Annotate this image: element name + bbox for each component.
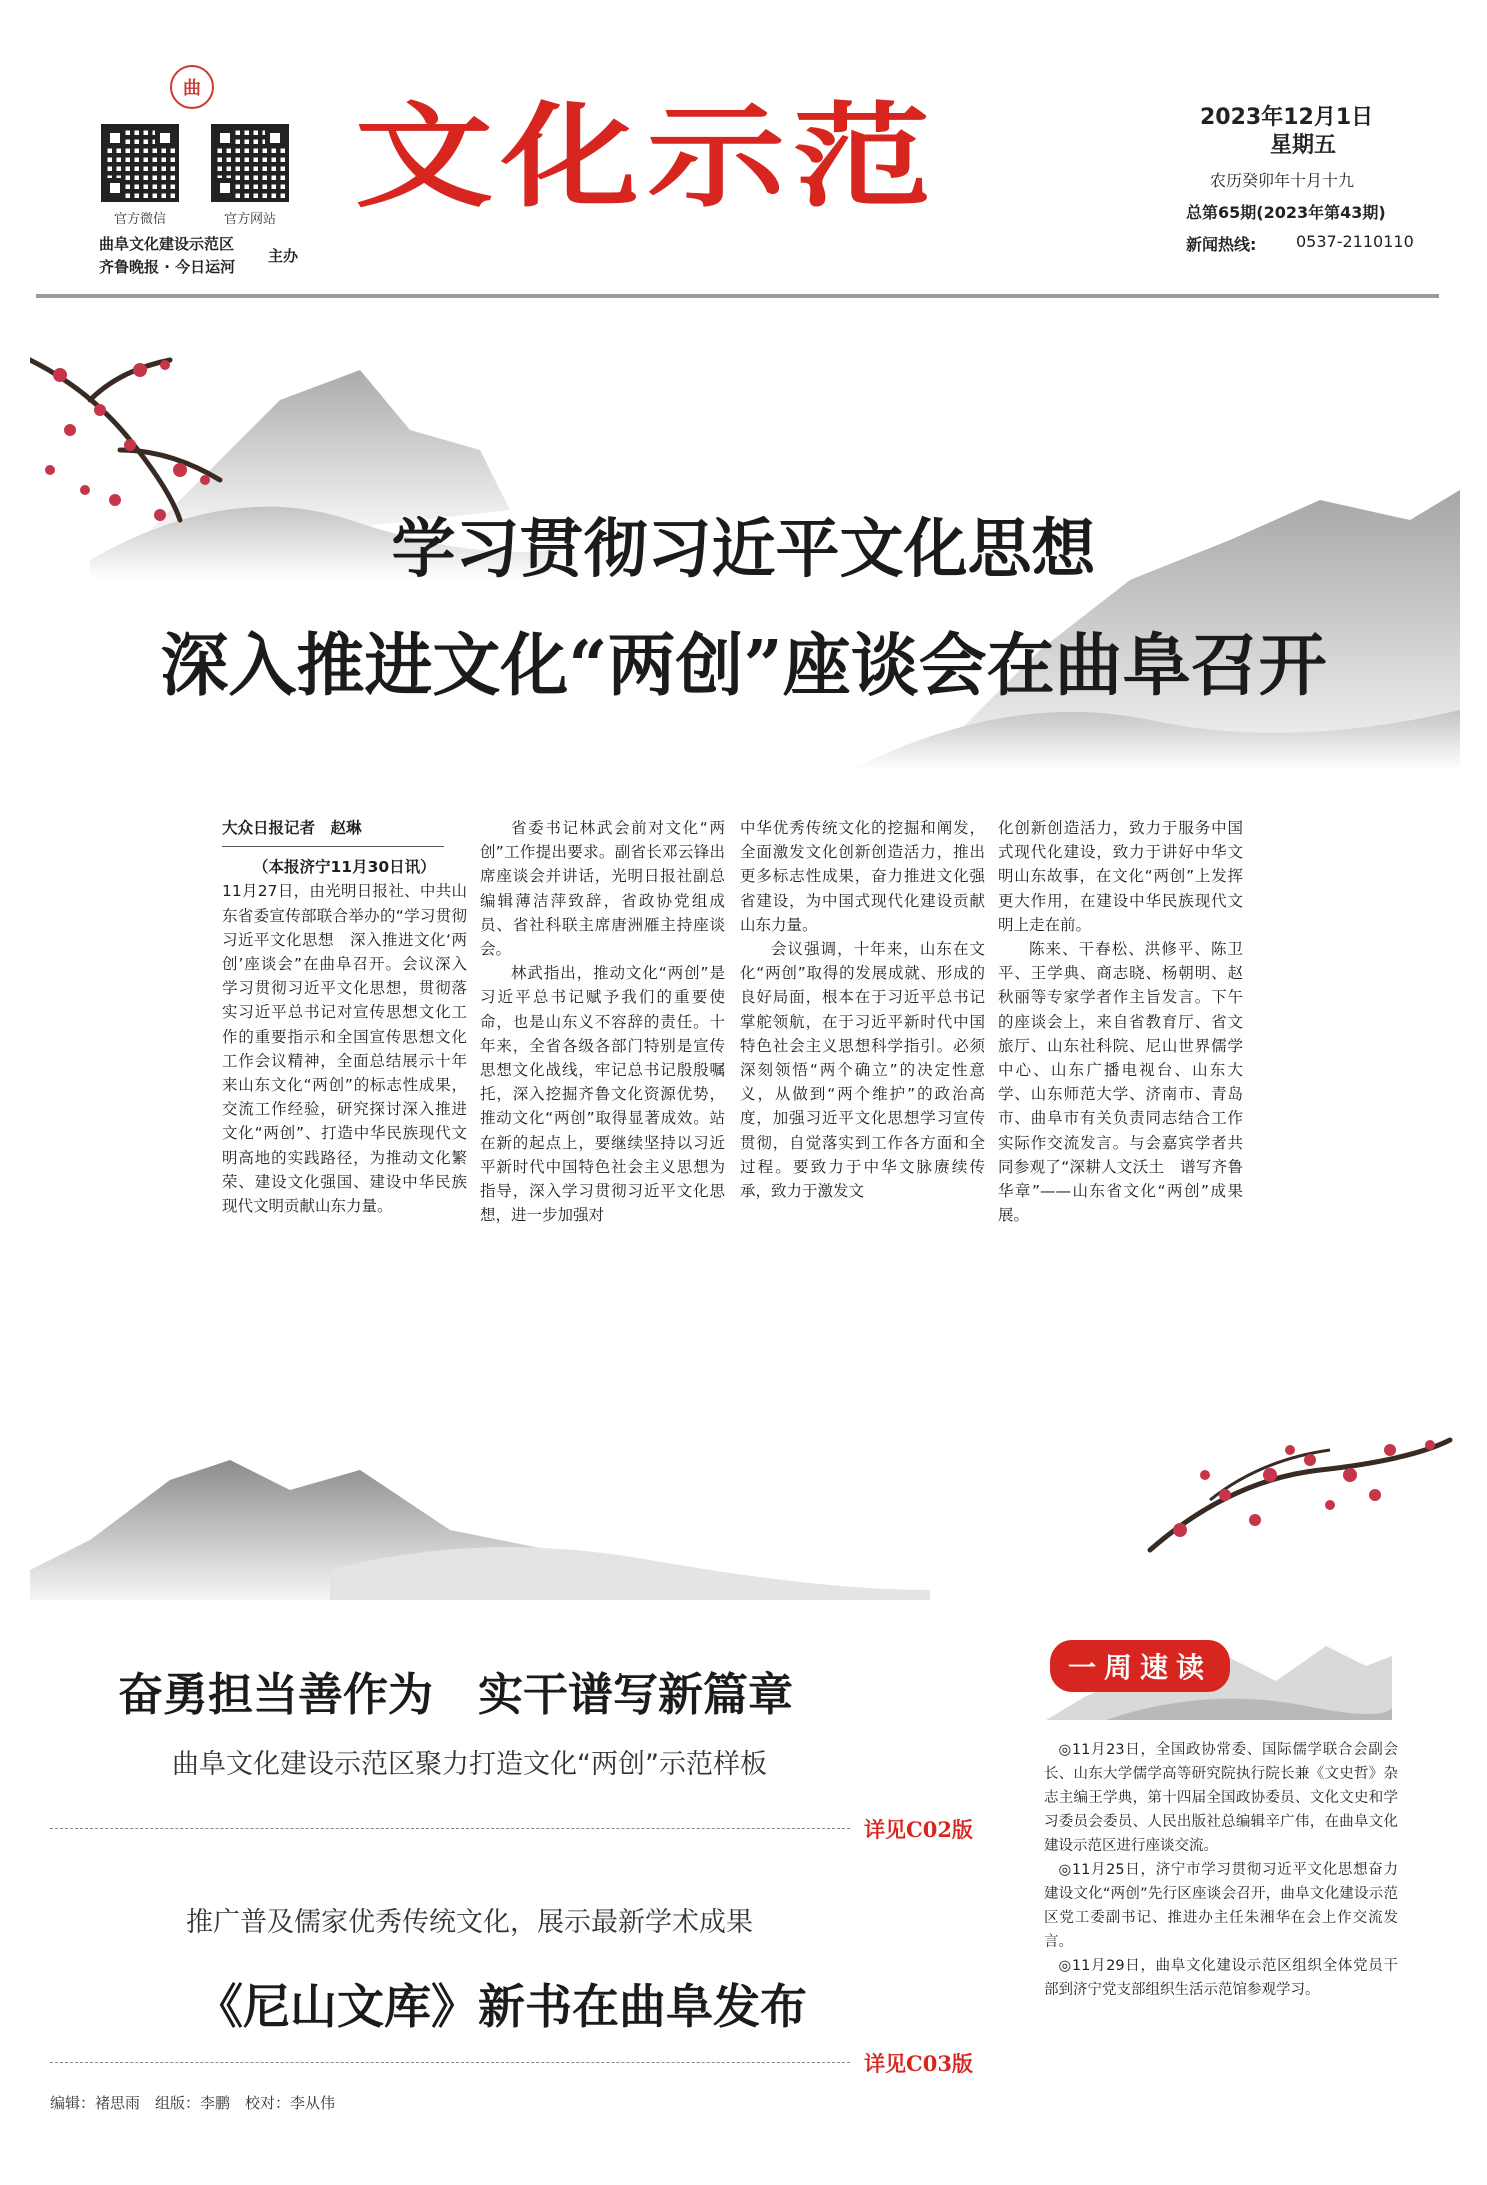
masthead-divider [36, 294, 1439, 298]
story3-see-link[interactable]: 详见C03版 [864, 2051, 973, 2076]
qr-site-caption: 官方网站 [223, 212, 276, 227]
lead-col4-paragraph-2: 陈来、干春松、洪修平、陈卫平、王学典、商志晓、杨朝明、赵秋丽等专家学者作主旨发言。下午的座谈会上，来自省教育厅、省文旅厅、山东社科院、尼山世界儒学中心、山东广播电视台、山东大学、山东师范大学、济南市、青岛市、曲阜市有关负责同志结合工作实际作交流发言。与会嘉宾学者共同参观了“深耕人文沃土 谱写齐鲁华章”——山东省文化“两创”成果展。 [998, 940, 1243, 1225]
issue-number: 总第65期(2023年第43期) [1186, 203, 1386, 222]
sponsor-role: 主办 [268, 247, 299, 265]
lead-column-3 [740, 816, 985, 1203]
lead-col2-paragraph-1: 省委书记林武会前对文化“两创”工作提出要求。副省长邓云锋出席座谈会并讲话，光明日报社副总编辑薄洁萍致辞，省政协党组成员、省社科联主席唐洲雁主持座谈会。 [480, 819, 725, 959]
seal-glyph: 曲 [183, 78, 201, 99]
week-brief-item: ◎11月25日，济宁市学习贯彻习近平文化思想奋力建设文化“两创”先行区座谈会召开，曲阜文化建设示范区党工委副书记、推进办主任朱湘华在会上作交流发言。 [1044, 1862, 1398, 1950]
issue-date: 2023年12月1日 [1200, 105, 1374, 130]
week-brief-item: ◎11月29日，曲阜文化建设示范区组织全体党员干部到济宁党支部组织生活示范馆参观学习。 [1044, 1958, 1398, 1998]
story2-rule [50, 1828, 850, 1829]
sponsor-line-1: 曲阜文化建设示范区 [99, 235, 235, 253]
qr-site-icon[interactable] [211, 124, 289, 202]
hotline-label: 新闻热线: [1186, 235, 1257, 254]
lead-col3-paragraph-1: 中华优秀传统文化的挖掘和阐发，全面激发文化创新创造活力，推出更多标志性成果，奋力推进文化强省建设，为中国式现代化建设贡献山东力量。 [740, 819, 985, 934]
sponsor-line-2: 齐鲁晚报 · 今日运河 [99, 258, 236, 276]
byline-rule [222, 846, 444, 847]
lead-headline-line2: 深入推进文化“两创”座谈会在曲阜召开 [160, 626, 1327, 706]
lead-column-4 [998, 816, 1243, 1227]
lead-column-2 [480, 816, 725, 1227]
qr-weixin-icon[interactable] [101, 124, 179, 202]
story3-deck: 推广普及儒家优秀传统文化，展示最新学术成果 [186, 1907, 753, 1938]
lead-col4-paragraph-1: 化创新创造活力，致力于服务中国式现代化建设，致力于讲好中华文明山东故事，在文化“两创”上发挥更大作用，在建设中华民族现代文明上走在前。 [998, 819, 1243, 934]
ink-landscape-bottom-illustration [30, 1420, 1460, 1600]
masthead-title: 文化示范 [355, 89, 940, 223]
issue-weekday: 星期五 [1270, 133, 1337, 158]
story2-see-link[interactable]: 详见C02版 [864, 1817, 973, 1842]
lead-col3-paragraph-2: 会议强调，十年来，山东在文化“两创”取得的发展成就、形成的良好局面，根本在于习近平总书记掌舵领航，在于习近平新时代中国特色社会主义思想科学指引。必须深刻领悟“两个确立”的决定性意义，从做到“两个维护”的政治高度，加强习近平文化思想学习宣传贯彻，自觉落实到工作各方面和全过程。要致力于中华文脉赓续传承，致力于激发文 [740, 940, 985, 1201]
story2-deck: 曲阜文化建设示范区聚力打造文化“两创”示范样板 [172, 1749, 767, 1780]
hotline-number: 0537-2110110 [1296, 232, 1414, 251]
lunar-date: 农历癸卯年十月十九 [1210, 171, 1355, 190]
lead-col2-paragraph-2: 林武指出，推动文化“两创”是习近平总书记赋予我们的重要使命，也是山东义不容辞的责任。十年来，全省各级各部门特别是宣传思想文化战线，牢记总书记殷殷嘱托，深入挖掘齐鲁文化资源优势，推动文化“两创”取得显著成效。站在新的起点上，要继续坚持以习近平新时代中国特色社会主义思想为指导，深入学习贯彻习近平文化思想，进一步加强对 [480, 964, 725, 1225]
week-brief-item: ◎11月23日，全国政协常委、国际儒学联合会副会长、山东大学儒学高等研究院执行院长兼《文史哲》杂志主编王学典，第十四届全国政协委员、文化文史和学习委员会委员、人民出版社总编辑辛广伟，在曲阜文化建设示范区进行座谈交流。 [1044, 1742, 1398, 1854]
story3-rule [50, 2062, 850, 2063]
lead-dateline: （本报济宁11月30日讯） [253, 858, 436, 877]
lead-col1-text: 11月27日，由光明日报社、中共山东省委宣传部联合举办的“学习贯彻习近平文化思想 深入推进文化‘两创’座谈会”在曲阜召开。会议深入学习贯彻习近平文化思想，贯彻落实习近平总书记对宣传思想文化工作的重要指示和全国宣传思想文化工作会议精神，全面总结展示十年来山东文化“两创”的标志性成果，交流工作经验，研究探讨深入推进文化“两创”、打造中华民族现代文明高地的实践路径，为推动文化繁荣、建设文化强国、建设中华民族现代文明贡献山东力量。 [222, 882, 467, 1216]
week-briefs-title: 一周速读 [1050, 1640, 1230, 1692]
lead-byline: 大众日报记者 赵琳 [222, 819, 362, 837]
qr-weixin-caption: 官方微信 [113, 212, 166, 227]
masthead [0, 0, 1487, 300]
lead-column-1 [222, 816, 467, 1218]
emblem-seal-icon [170, 65, 214, 109]
page-credits: 编辑：褚思雨 组版：李鹏 校对：李从伟 [50, 2094, 336, 2112]
story2-headline[interactable]: 奋勇担当善作为 实干谱写新篇章 [118, 1668, 794, 1721]
lead-headline-line1: 学习贯彻习近平文化思想 [391, 512, 1096, 587]
week-briefs-list [1044, 1738, 1398, 2002]
story3-headline[interactable]: 《尼山文库》新书在曲阜发布 [196, 1980, 807, 2035]
